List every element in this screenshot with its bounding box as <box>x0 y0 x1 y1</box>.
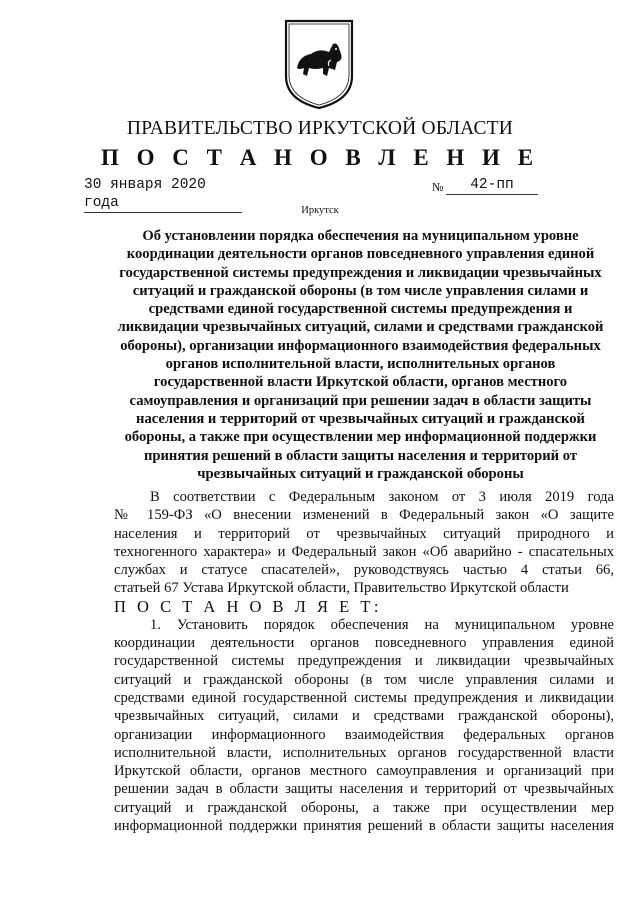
title-line: обороны), организации информационного взаимодействия федеральных <box>120 337 601 354</box>
title-line: ликвидации чрезвычайных ситуаций, силами и средствами гражданской <box>117 319 604 336</box>
number-label: № <box>432 180 444 194</box>
title-line: обороны, а также при осуществлении мер информационной поддержки <box>124 429 597 446</box>
document-type: П О С Т А Н О В Л Е Н И Е <box>100 145 540 170</box>
title-line: средствами единой государственной системы предупреждения и <box>148 301 573 318</box>
item-1-line: государственной системы предупреждения и ликвидации чрезвычайных <box>114 653 614 670</box>
title-line: ситуаций и гражданской обороны (в том числе управления силами и <box>132 282 589 299</box>
item-1-line: средствами единой государственной системы предупреждения и ликвидации <box>114 689 614 706</box>
document-date: 30 января 2020 года <box>84 176 242 213</box>
document-number: 42-пп <box>446 176 538 195</box>
preamble-line: техногенного характера» и Федеральный закон «Об аварийно - спасательных <box>114 543 614 560</box>
resolves-heading: П О С Т А Н О В Л Я Е Т: <box>114 596 382 616</box>
item-1-line: 1. Установить порядок обеспечения на муниципальном уровне <box>150 616 614 633</box>
preamble-line: статьей 67 Устава Иркутской области, Правительство Иркутской области <box>114 580 569 597</box>
title-line: принятия решений в области защиты населения и территорий от <box>143 447 577 464</box>
item-1-line: ситуаций и гражданской обороны (в том числе управления силами и <box>114 671 614 688</box>
item-1-line: информационной поддержки принятия решений в области защиты населения <box>114 818 614 835</box>
preamble-line: населения и территорий от чрезвычайных ситуаций природного и <box>114 525 614 542</box>
government-name: ПРАВИТЕЛЬСТВО ИРКУТСКОЙ ОБЛАСТИ <box>126 118 514 139</box>
preamble-line: В соответствии с Федеральным законом от 3 июля 2019 года <box>150 489 614 505</box>
title-line: самоуправления и организаций при решении задач в области защиты <box>129 392 592 409</box>
item-1-line: координации деятельности органов повседневного управления единой <box>114 635 614 652</box>
preamble-line: службах и статусе спасателей», руководствуясь частью 4 статьи 66, <box>114 562 614 579</box>
item-1-line: Иркутской области, органов местного самоуправления и организаций при <box>114 763 614 780</box>
title-line: государственной системы предупреждения и ликвидации чрезвычайных <box>119 264 602 281</box>
item-1-line: организации информационного взаимодействия федеральных органов <box>114 726 614 743</box>
title-line: органов исполнительной власти, исполнительных органов <box>165 356 556 373</box>
document-body <box>114 488 614 835</box>
item-1-line: решении задач в области защиты населения и территорий от чрезвычайных <box>114 781 614 798</box>
title-line: чрезвычайных ситуаций и гражданской обороны <box>197 465 524 482</box>
item-1-line: исполнительной власти, исполнительных органов государственной власти <box>114 744 614 761</box>
title-line: координации деятельности органов повседневного управления единой <box>126 246 595 263</box>
title-line: Об установлении порядка обеспечения на муниципальном уровне <box>142 228 579 244</box>
preamble-line: № 159-ФЗ «О внесении изменений в Федеральный закон «О защите <box>114 507 614 524</box>
item-1-line: ситуаций и гражданской обороны, а также при осуществлении мер <box>114 799 614 816</box>
document-city: Иркутск <box>301 205 339 216</box>
document-title <box>104 227 617 483</box>
title-line: государственной власти Иркутской области, органов местного <box>153 374 568 391</box>
item-1-line: чрезвычайных ситуаций, силами и средствами гражданской обороны), <box>114 708 614 725</box>
coat-of-arms-emblem <box>283 18 355 110</box>
title-line: населения и территорий от чрезвычайных ситуаций и гражданской <box>136 410 585 427</box>
